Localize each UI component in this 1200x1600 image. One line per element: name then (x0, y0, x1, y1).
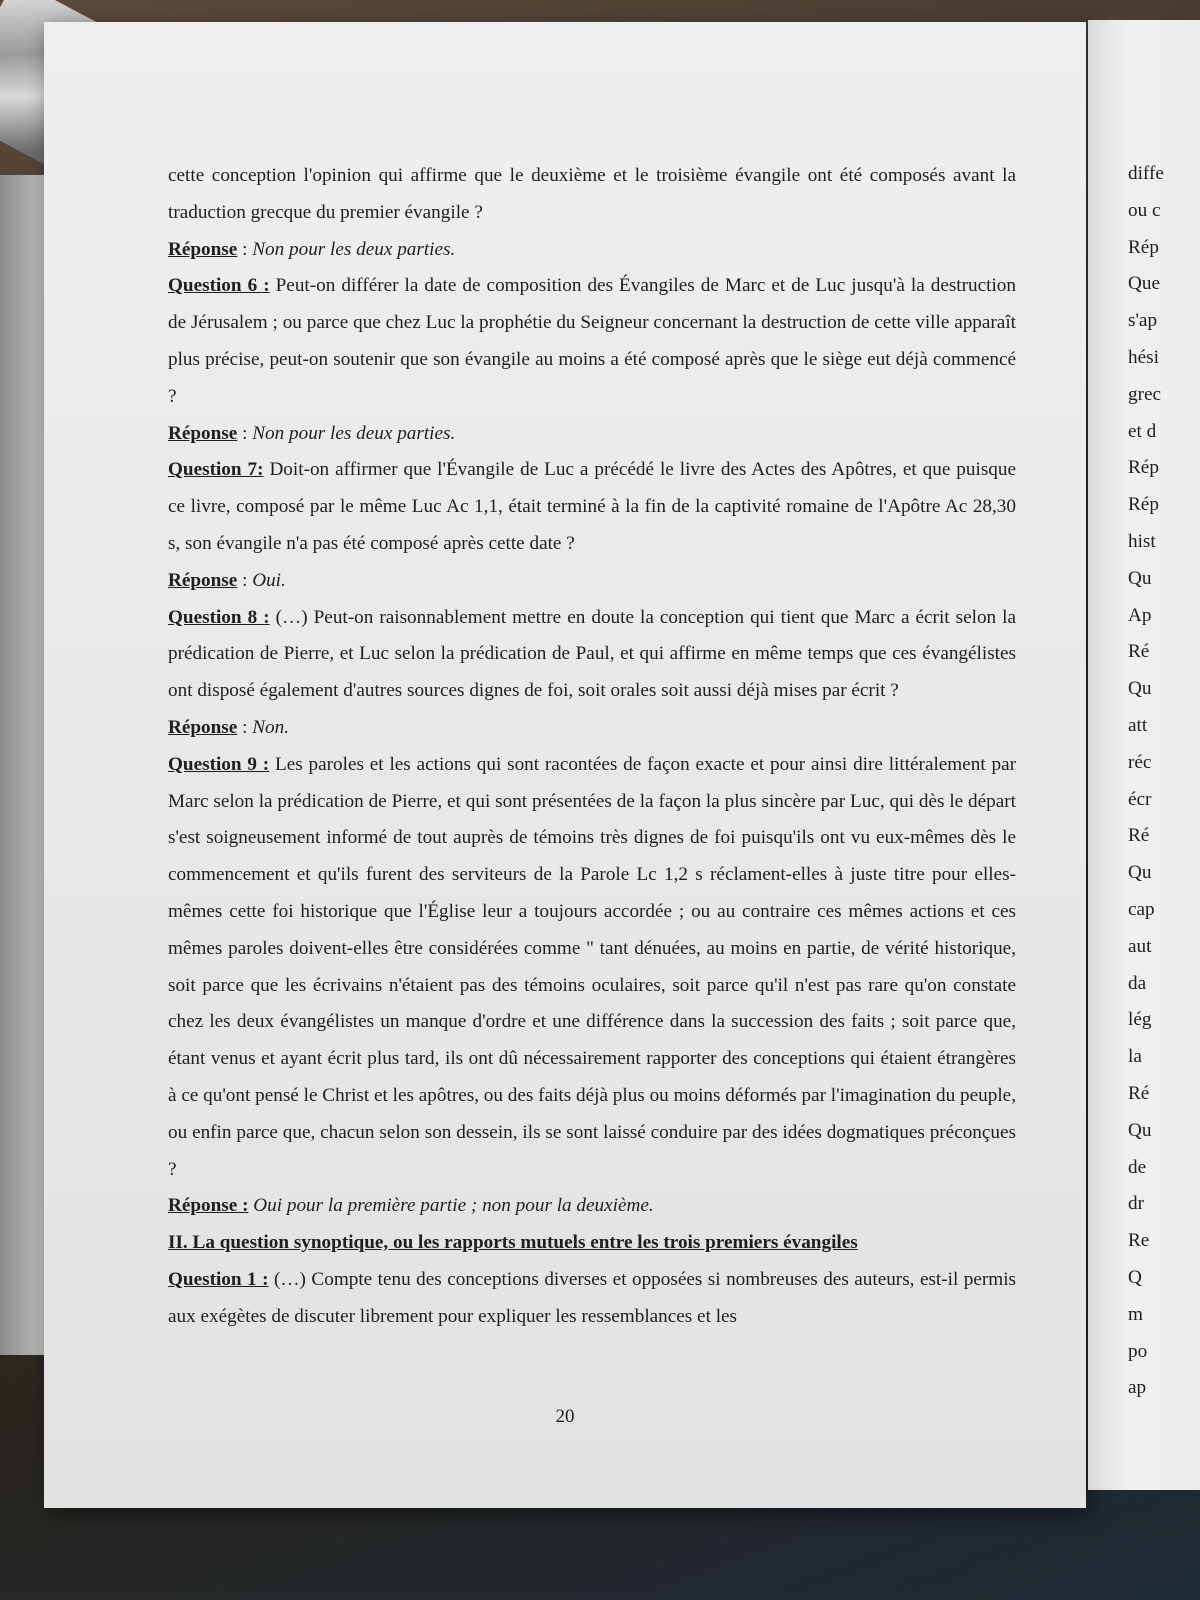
adjacent-line-fragment: Que (1128, 273, 1160, 295)
label-separator: : (237, 422, 253, 444)
adjacent-line-fragment: écr (1128, 788, 1152, 810)
answer-label: Réponse (168, 238, 238, 260)
label-separator: : (237, 716, 253, 738)
answer-label: Réponse (168, 716, 238, 738)
adjacent-line-fragment: Rép (1128, 457, 1159, 479)
adjacent-line-fragment: la (1128, 1046, 1142, 1068)
adjacent-line-fragment: Qu (1128, 567, 1152, 589)
question-label: Question 8 : (168, 606, 270, 628)
adjacent-page-text (1128, 156, 1164, 1407)
label-separator: : (237, 569, 253, 591)
paragraph-text: Oui pour la première partie ; non pour la deuxième. (253, 1195, 654, 1217)
adjacent-line-fragment: Re (1128, 1230, 1150, 1252)
adjacent-line-fragment: m (1128, 1303, 1143, 1325)
adjacent-line-fragment: et d (1128, 420, 1157, 442)
continuation-paragraph (168, 158, 1016, 232)
answer-paragraph (168, 232, 1016, 269)
adjacent-line-fragment: diffe (1128, 163, 1164, 184)
adjacent-line-fragment: Rép (1128, 494, 1159, 516)
label-separator: : (237, 238, 253, 260)
answer-label: Réponse : (168, 1195, 249, 1217)
paragraph-text: (…) Peut-on raisonnablement mettre en doute la conception qui tient que Marc a écrit selon la prédication de Pierre, et Luc selon la prédication de Paul, et qui affirme en même temps que ces évangélistes ont disposé également d'autres sources dignes de foi, soit orales soit aussi déjà mises par écrit ? (168, 606, 1017, 702)
document-page (44, 22, 1086, 1508)
question-paragraph (168, 452, 1016, 562)
answer-paragraph (168, 1188, 1016, 1225)
paragraph-text: cette conception l'opinion qui affirme que le deuxième et le troisième évangile ont été composés avant la traduction grecque du premier évangile ? (168, 165, 1016, 223)
paragraph-text: (…) Compte tenu des conceptions diverses et opposées si nombreuses des auteurs, est-il permis aux exégètes de discuter librement pour expliquer les ressemblances et les (168, 1268, 1016, 1327)
adjacent-line-fragment: Qu (1128, 1119, 1152, 1141)
adjacent-line-fragment: Ré (1128, 825, 1150, 847)
page-number: 20 (555, 1406, 575, 1427)
question-paragraph (168, 747, 1016, 1189)
answer-label: Réponse (168, 422, 238, 444)
adjacent-line-fragment: de (1128, 1156, 1147, 1178)
answer-paragraph (168, 710, 1016, 747)
question-paragraph (168, 600, 1016, 710)
adjacent-line-fragment: réc (1128, 751, 1152, 773)
adjacent-line-fragment: da (1128, 972, 1147, 994)
question-paragraph (168, 1262, 1016, 1336)
paragraph-text: Oui. (252, 569, 286, 591)
adjacent-line-fragment: s'ap (1128, 310, 1158, 332)
adjacent-line-fragment: Ré (1128, 641, 1150, 663)
adjacent-line-fragment: po (1128, 1340, 1148, 1362)
page-text (168, 158, 1016, 1336)
question-label: Question 7: (168, 459, 264, 481)
question-paragraph (168, 268, 1016, 415)
adjacent-line-fragment: Qu (1128, 678, 1152, 700)
adjacent-line-fragment: Ap (1128, 604, 1152, 626)
paragraph-text: Non pour les deux parties. (252, 238, 456, 260)
adjacent-line-fragment: grec (1128, 383, 1162, 405)
adjacent-line-fragment: lég (1128, 1009, 1152, 1031)
adjacent-line-fragment: ap (1128, 1377, 1147, 1399)
adjacent-line-fragment: aut (1128, 935, 1152, 957)
paragraph-text: Doit-on affirmer que l'Évangile de Luc a précédé le livre des Actes des Apôtres, et que puisque ce livre, composé par le même Luc Ac 1,1, était terminé à la fin de la captivité romaine de l'Apôtre Ac 28,30 s, son évangile n'a pas été composé après cette date ? (168, 459, 1017, 554)
section-heading: II. La question synoptique, ou les rapports mutuels entre les trois premiers évangiles (168, 1232, 858, 1254)
question-label: Question 1 : (168, 1268, 269, 1290)
adjacent-page (1088, 20, 1200, 1490)
answer-label: Réponse (168, 569, 238, 591)
adjacent-line-fragment: Ré (1128, 1082, 1150, 1104)
adjacent-line-fragment: Q (1128, 1266, 1142, 1288)
adjacent-line-fragment: Rép (1128, 236, 1159, 258)
paragraph-text: Non pour les deux parties. (252, 422, 456, 444)
paragraph-text: Non. (252, 716, 290, 738)
adjacent-line-fragment: ou c (1128, 199, 1161, 221)
question-label: Question 6 : (168, 275, 270, 297)
question-label: Question 9 : (168, 753, 270, 775)
answer-paragraph (168, 563, 1016, 600)
adjacent-line-fragment: att (1128, 714, 1148, 736)
paragraph-text: Peut-on différer la date de composition des Évangiles de Marc et de Luc jusqu'à la destruction de Jérusalem ; ou parce que chez Luc la prophétie du Seigneur concernant la destruction de cette ville apparaît plus précise, peut-on soutenir que son évangile au moins a été composé après que le siège eut déjà commencé ? (168, 275, 1016, 407)
adjacent-line-fragment: hist (1128, 530, 1156, 552)
adjacent-line-fragment: dr (1128, 1193, 1144, 1215)
adjacent-line-fragment: Qu (1128, 862, 1152, 884)
adjacent-line-fragment: cap (1128, 898, 1155, 920)
paragraph-text: Les paroles et les actions qui sont racontées de façon exacte et pour ainsi dire littéralement par Marc selon la prédication de Pierre, et qui sont présentées de la façon la plus sincère par Luc, qui dès le départ s'est soigneusement informé de tout auprès de témoins très dignes de foi puisqu'ils ont vu eux-mêmes dès le commencement et qu'ils furent des serviteurs de la Parole Lc 1,2 s réclament-elles à juste titre pour elles-mêmes cette foi historique que l'Église leur a toujours accordée ; ou au contraire ces mêmes actions et ces mêmes paroles doivent-elles être considérées comme " tant dénuées, au moins en partie, de vérité historique, soit parce que les écrivains n'étaient pas des témoins oculaires, soit parce qu'il n'est pas rare qu'on constate chez les deux évangélistes un manque d'ordre et une différence dans la succession des faits ; soit parce que, étant venus et ayant écrit plus tard, ils ont dû nécessairement rapporter des conceptions qui étaient étrangères à ce qu'ont pensé le Christ et les apôtres, ou des faits déjà plus ou moins déformés par l'imagination du peuple, ou enfin parce que, chacun selon son dessein, ils se sont laissé conduire par des idées dogmatiques préconçues ? (168, 753, 1016, 1180)
adjacent-line-fragment: hési (1128, 346, 1159, 368)
answer-paragraph (168, 416, 1016, 453)
